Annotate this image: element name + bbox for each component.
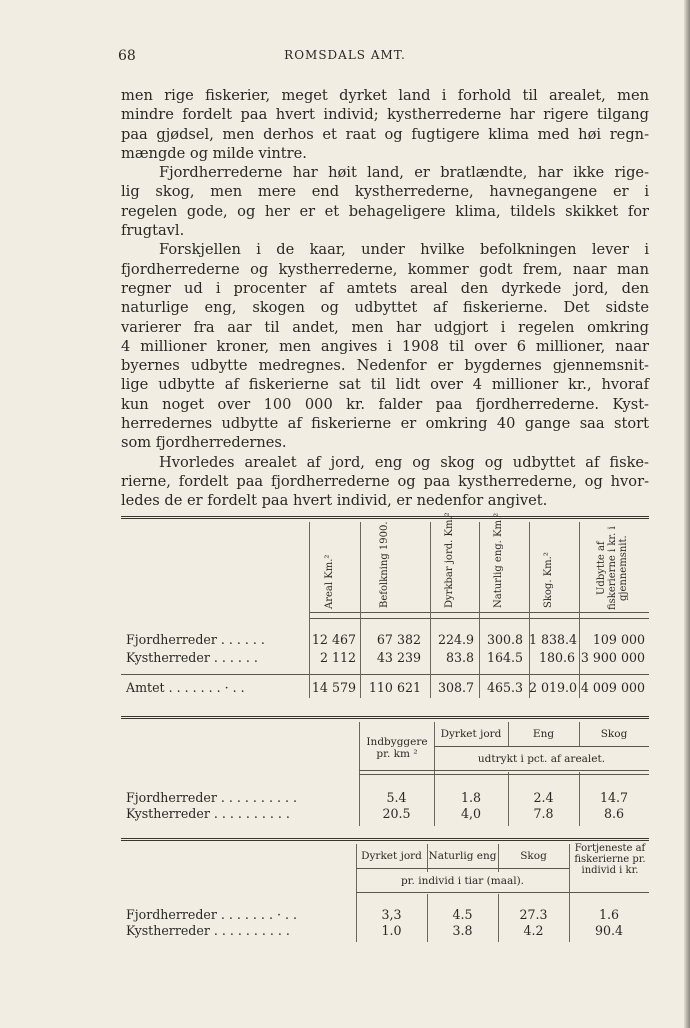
cell: 5.4 <box>386 790 407 805</box>
text-line: herredernes udbytte af fiskerierne er omkring 40 gange saa stort <box>121 415 649 433</box>
row-label: Fjordherreder . . . . . . . . . . <box>126 790 297 805</box>
text-line: Fjordherrederne har høit land, er bratlændte, har ikke rige- <box>159 164 649 182</box>
cell: 20.5 <box>382 806 411 821</box>
cell: 1.8 <box>460 790 482 805</box>
table-areas <box>121 512 649 702</box>
cell: 110 621 <box>368 680 421 695</box>
text-line: mængde og milde vintre. <box>121 144 307 162</box>
text-line: byernes udbytte medregnes. Nedenfor er bygdernes gjennemsnit- <box>121 357 649 375</box>
header-subnote: pr. individ i tiar (maal). <box>400 875 525 887</box>
header-subnote: udtrykt i pct. af arealet. <box>477 753 606 765</box>
cell: 3,3 <box>381 907 402 922</box>
cell: 2.4 <box>533 790 554 805</box>
text-line: fjordherrederne og kystherrederne, kommer godt frem, naar man <box>121 260 649 278</box>
text-line: lig skog, men mere end kystherrederne, havnegangene er i <box>121 183 649 201</box>
row-label: Kystherreder . . . . . . . . . . <box>126 806 290 821</box>
text-line: rierne, fordelt paa fjordherrederne og paa kystherrederne, og hvor- <box>121 472 649 490</box>
header-dyrkbar-jord: Dyrkbar jord. Km.² <box>444 512 455 608</box>
cell: 224.9 <box>437 632 474 647</box>
text-line: regner ud i procenter af amtets areal den dyrkede jord, den <box>121 279 649 297</box>
cell: 4,0 <box>460 806 482 821</box>
text-line: paa gjødsel, men derhos et raat og fugtigere klima med høi regn- <box>121 125 649 143</box>
page-edge-shadow <box>684 0 690 1028</box>
text-line: regelen gode, og her er et behageligere klima, tildels skikket for <box>121 202 649 220</box>
header-fortjeneste: Fortjeneste af fiskerierne pr. individ i kr. <box>574 843 646 876</box>
cell: 8.6 <box>603 806 625 821</box>
table-per-individ <box>121 838 649 942</box>
text-line: Hvorledes arealet af jord, eng og skog og udbyttet af fiske- <box>159 453 649 471</box>
page-number: 68 <box>118 48 136 64</box>
header-befolkning: Befolkning 1900. <box>379 521 390 608</box>
header-skog: Skog <box>600 728 628 740</box>
cell: 4.2 <box>523 923 544 938</box>
cell: 3 900 000 <box>580 650 645 665</box>
cell: 83.8 <box>445 650 474 665</box>
text-line: kun noget over 100 000 kr. falder paa fjordherrederne. Kyst- <box>121 395 649 413</box>
table-percent <box>121 716 649 826</box>
cell: 7.8 <box>533 806 554 821</box>
text-line: men rige fiskerier, meget dyrket land i forhold til arealet, men <box>121 87 649 104</box>
header-skog: Skog. Km.² <box>543 552 554 608</box>
cell: 2 019.0 <box>529 680 578 695</box>
text-line: varierer fra aar til andet, men har udgjort i regelen omkring <box>121 318 649 336</box>
text-line: 4 millioner kroner, men angives i 1908 til over 6 millioner, naar <box>121 337 649 355</box>
cell: 1.6 <box>598 907 620 922</box>
running-head: ROMSDALS AMT. <box>284 48 406 62</box>
row-label: Kystherreder . . . . . . <box>126 650 258 665</box>
text-line: mindre fordelt paa hvert individ; kystherrederne har rigere tilgang <box>121 106 649 124</box>
cell: 1.0 <box>381 923 402 938</box>
text-line: frugtavl. <box>121 222 185 240</box>
cell: 90.4 <box>594 923 624 938</box>
body-text <box>121 86 649 511</box>
cell: 14 579 <box>311 680 356 695</box>
cell: 308.7 <box>437 680 474 695</box>
header-indbyggere: Indbyggere pr. km ² <box>366 736 428 760</box>
cell: 2 112 <box>319 650 356 665</box>
row-label: Kystherreder . . . . . . . . . . <box>126 923 290 938</box>
header-udbytte: Udbytte af fiskerierne i kr. i gjennemsnit. <box>596 526 629 610</box>
cell: 27.3 <box>519 907 548 922</box>
row-label: Fjordherreder . . . . . . . · . . <box>126 907 297 922</box>
row-label: Amtet . . . . . . . · . . <box>126 680 245 695</box>
header-areal: Areal Km.² <box>324 554 335 610</box>
header-dyrket-jord: Dyrket jord <box>440 728 502 740</box>
cell: 67 382 <box>376 632 421 647</box>
cell: 109 000 <box>592 632 645 647</box>
text-line: som fjordherredernes. <box>121 434 287 452</box>
cell: 1 838.4 <box>529 632 578 647</box>
header-naturlig-eng: Naturlig eng <box>428 850 497 862</box>
cell: 300.8 <box>486 632 523 647</box>
cell: 14.7 <box>599 790 629 805</box>
cell: 4.5 <box>452 907 473 922</box>
header-eng: Eng <box>532 728 555 740</box>
text-line: lige udbytte af fiskerierne sat til lidt over 4 millioner kr., hvoraf <box>121 376 649 394</box>
text-line: Forskjellen i de kaar, under hvilke befolkningen lever i <box>159 241 649 259</box>
cell: 3.8 <box>452 923 473 938</box>
cell: 164.5 <box>486 650 523 665</box>
header-skog: Skog <box>520 850 547 862</box>
header-naturlig-eng: Naturlig eng. Km.² <box>493 512 504 608</box>
cell: 43 239 <box>376 650 421 665</box>
text-line: ledes de er fordelt paa hvert individ, er nedenfor angivet. <box>121 492 548 510</box>
cell: 4 009 000 <box>580 680 645 695</box>
header-dyrket-jord: Dyrket jord <box>361 850 422 862</box>
text-line: naturlige eng, skogen og udbyttet af fiskerierne. Det sidste <box>121 299 649 317</box>
row-label: Fjordherreder . . . . . . <box>126 632 265 647</box>
cell: 12 467 <box>311 632 356 647</box>
cell: 180.6 <box>538 650 575 665</box>
cell: 465.3 <box>486 680 523 695</box>
